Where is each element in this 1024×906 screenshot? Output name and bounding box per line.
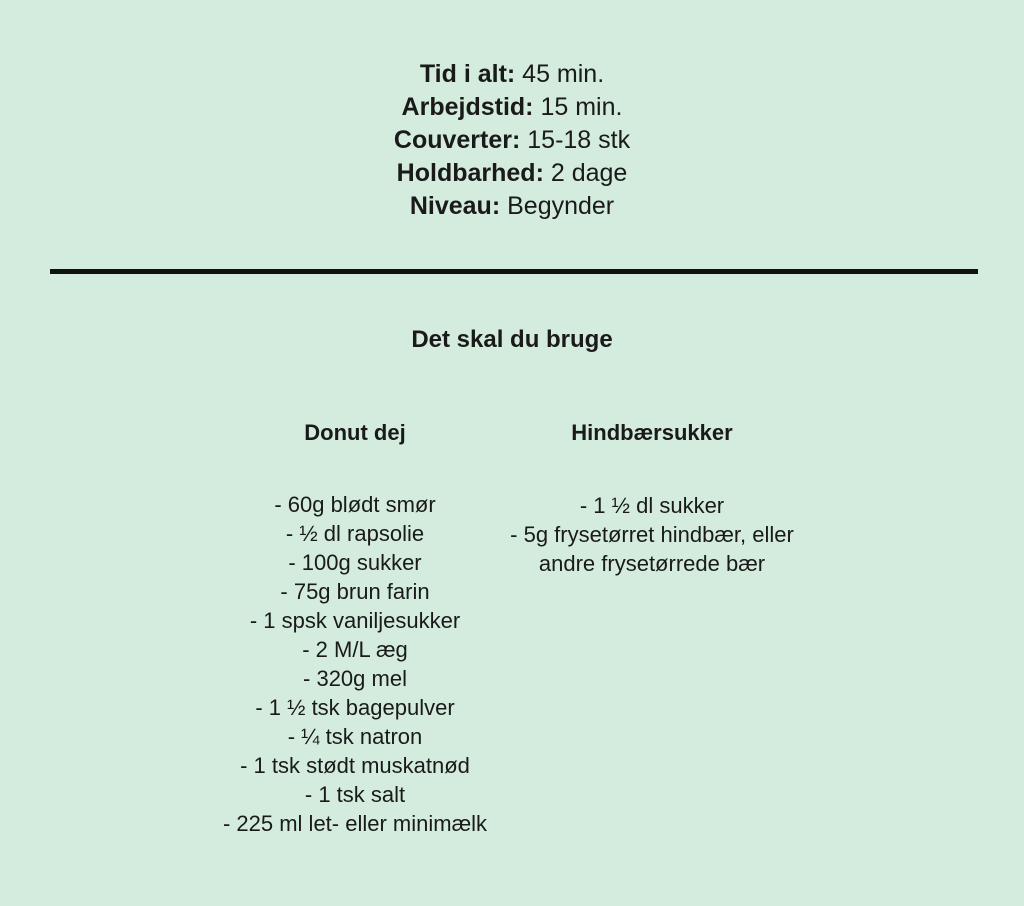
list-item: - 225 ml let- eller minimælk bbox=[222, 811, 488, 836]
meta-row-couverter bbox=[0, 124, 1024, 157]
recipe-meta-block bbox=[0, 58, 1024, 223]
ingredient-list-hindbaersukker bbox=[492, 491, 812, 578]
meta-label: Couverter: bbox=[393, 126, 521, 154]
list-item: - 5g frysetørret hindbær, eller andre frysetørrede bær bbox=[510, 522, 794, 576]
meta-label: Arbejdstid: bbox=[401, 93, 534, 121]
list-item: - 1 tsk salt bbox=[304, 782, 406, 807]
list-item: - 1 ½ tsk bagepulver bbox=[255, 695, 455, 720]
meta-row-tid-i-alt bbox=[0, 58, 1024, 91]
column-heading: Donut dej bbox=[304, 420, 406, 445]
horizontal-rule bbox=[50, 269, 978, 274]
meta-row-arbejdstid bbox=[0, 91, 1024, 124]
meta-label: Niveau: bbox=[409, 192, 501, 220]
meta-value: 15 min. bbox=[540, 93, 623, 121]
list-item: - 320g mel bbox=[303, 666, 407, 691]
ingredient-columns bbox=[0, 418, 1024, 838]
meta-value: Begynder bbox=[507, 192, 615, 220]
list-item: - 1 ½ dl sukker bbox=[579, 493, 725, 518]
meta-row-holdbarhed bbox=[0, 157, 1024, 190]
meta-label: Holdbarhed: bbox=[396, 159, 544, 187]
column-heading: Hindbærsukker bbox=[571, 420, 733, 445]
list-item: - 75g brun farin bbox=[280, 579, 430, 604]
meta-value: 15-18 stk bbox=[527, 126, 631, 154]
list-item: - ¼ tsk natron bbox=[287, 724, 423, 749]
meta-label: Tid i alt: bbox=[419, 60, 516, 88]
list-item: - 100g sukker bbox=[288, 550, 422, 575]
section-heading-ingredients: Det skal du bruge bbox=[411, 326, 613, 353]
list-item: - ½ dl rapsolie bbox=[285, 521, 425, 546]
list-item: - 2 M/L æg bbox=[302, 637, 408, 662]
meta-value: 2 dage bbox=[550, 159, 628, 187]
meta-value: 45 min. bbox=[522, 60, 605, 88]
list-item: - 1 tsk stødt muskatnød bbox=[240, 753, 470, 778]
ingredient-list-donut-dej bbox=[180, 490, 530, 838]
list-item: - 60g blødt smør bbox=[274, 492, 436, 517]
ingredient-column-donut-dej bbox=[180, 418, 530, 838]
list-item: - 1 spsk vaniljesukker bbox=[249, 608, 461, 633]
meta-row-niveau bbox=[0, 190, 1024, 223]
ingredient-column-hindbaersukker bbox=[492, 418, 812, 578]
